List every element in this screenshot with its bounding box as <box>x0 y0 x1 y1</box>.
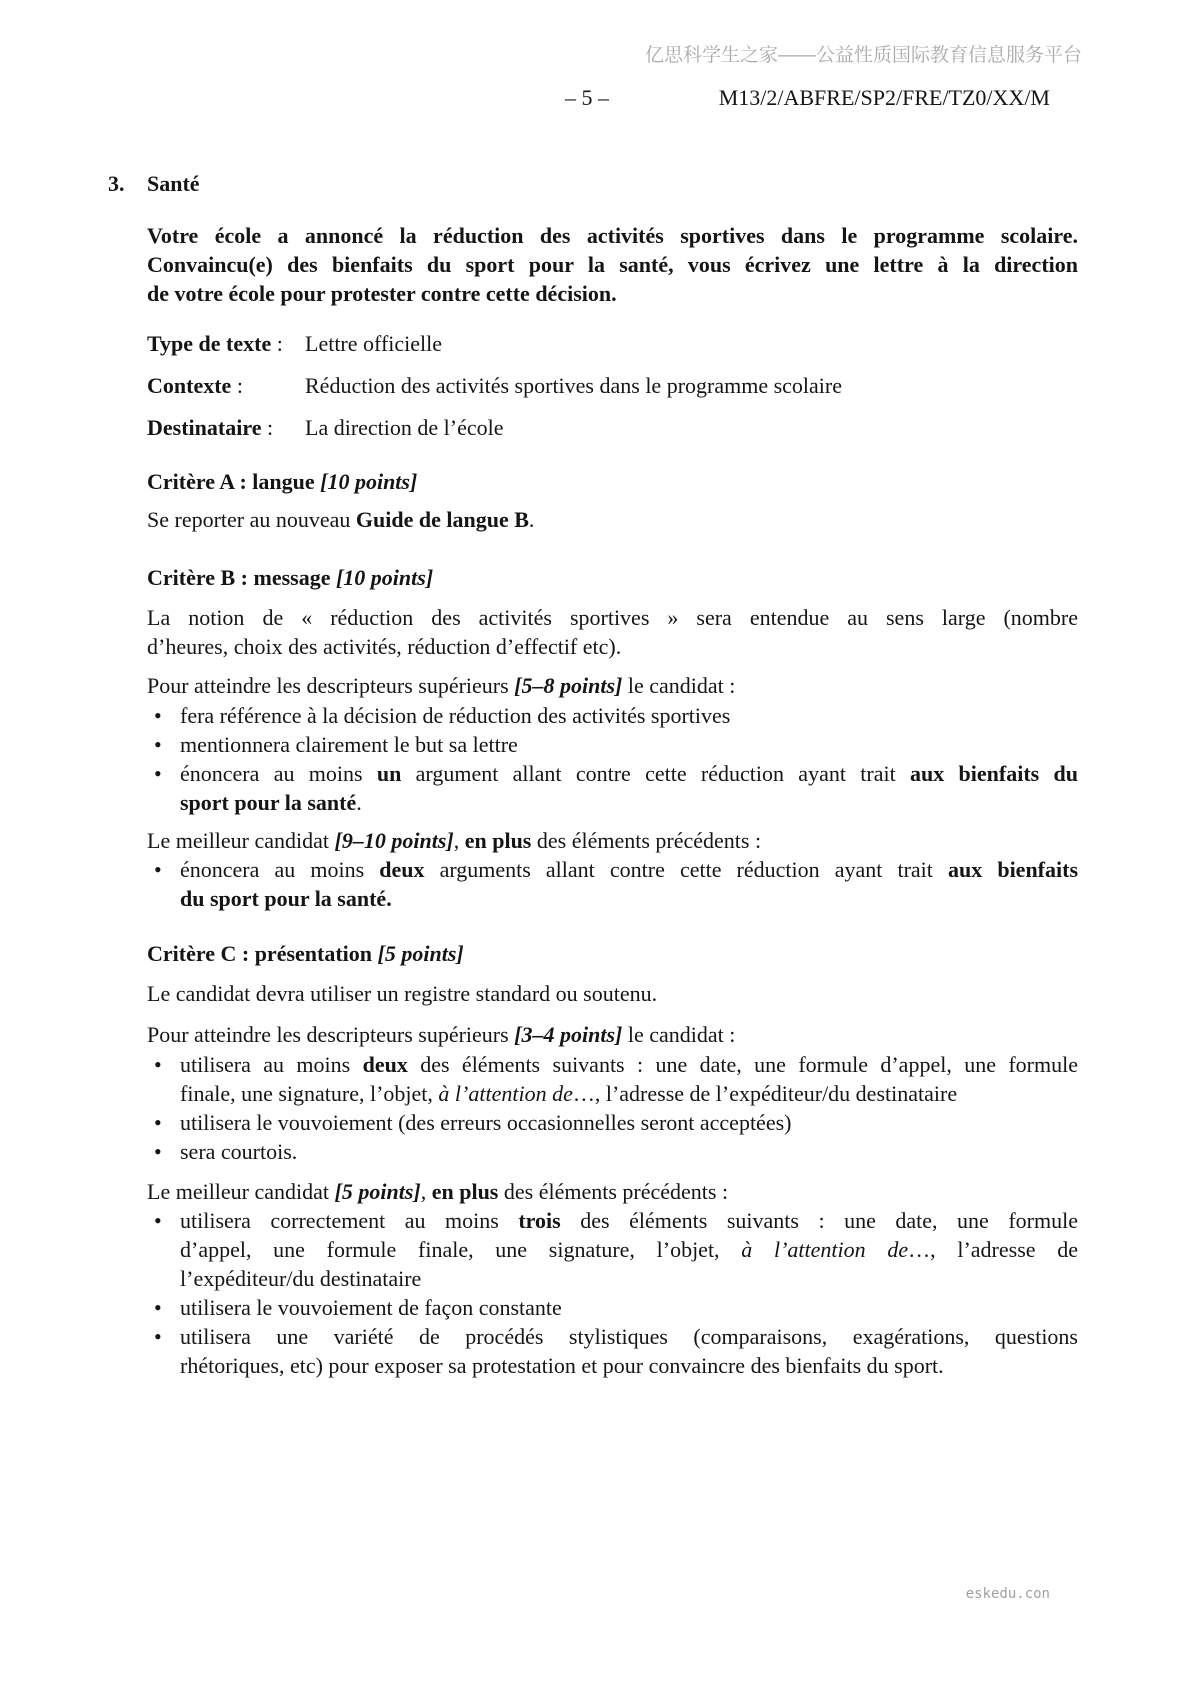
text-line: Pour atteindre les descripteurs supérieurs [5–8 points] le candidat : <box>147 673 736 698</box>
meta-label <box>147 371 305 400</box>
bullet-icon: • <box>154 1324 162 1349</box>
text-line: utilisera correctement au moins trois des éléments suivants : une date, une formule <box>180 1208 1078 1233</box>
meta-label <box>147 413 305 442</box>
criterion-c-upper-intro <box>147 1020 1078 1049</box>
bullet-item <box>147 1050 1078 1108</box>
text-line: énoncera au moins un argument allant contre cette réduction ayant trait aux bienfaits du <box>180 761 1078 786</box>
meta-value: Lettre officielle <box>305 331 443 356</box>
criterion-c-best-bullet-list <box>147 1206 1078 1380</box>
meta-row-type-de-texte <box>147 329 1078 358</box>
text-line: Le candidat devra utiliser un registre standard ou soutenu. <box>147 981 658 1006</box>
bullet-item <box>147 855 1078 913</box>
text-line: mentionnera clairement le but sa lettre <box>180 732 518 757</box>
bullet-icon: • <box>154 1052 162 1077</box>
text-line: utilisera le vouvoiement de façon constante <box>180 1295 562 1320</box>
bullet-item <box>147 730 1078 759</box>
bullet-text <box>180 1050 1078 1108</box>
text-line: Critère A : langue [10 points] <box>147 469 418 494</box>
bullet-icon: • <box>154 703 162 728</box>
bullet-text <box>180 1108 1078 1137</box>
meta-value: Réduction des activités sportives dans le programme scolaire <box>305 373 843 398</box>
criterion-c-best-intro <box>147 1177 1078 1206</box>
meta-colon: : <box>231 373 243 398</box>
meta-label <box>147 329 305 358</box>
bullet-text <box>180 1322 1078 1380</box>
meta-row-contexte <box>147 371 1078 400</box>
criterion-b-best-intro <box>147 826 1078 855</box>
text-line: utilisera une variété de procédés stylistiques (comparaisons, exagérations, questions <box>180 1324 1078 1349</box>
text-line: Critère C : présentation [5 points] <box>147 941 464 966</box>
bullet-text <box>180 1293 1078 1322</box>
text-line: Pour atteindre les descripteurs supérieurs [3–4 points] le candidat : <box>147 1022 736 1047</box>
text-line: Le meilleur candidat [5 points], en plus des éléments précédents : <box>147 1179 729 1204</box>
page-number: – 5 – <box>565 85 609 110</box>
text-line: d’appel, une formule finale, une signature, l’objet, à l’attention de…, l’adresse de <box>180 1237 1078 1262</box>
bullet-icon: • <box>154 732 162 757</box>
text-line: énoncera au moins deux arguments allant contre cette réduction ayant trait aux bienfaits <box>180 857 1079 882</box>
criterion-b-heading <box>147 563 1078 592</box>
text-line: utilisera le vouvoiement (des erreurs occasionnelles seront acceptées) <box>180 1110 792 1135</box>
task-prompt <box>147 221 1078 308</box>
meta-label-text: Type de texte <box>147 331 272 356</box>
criterion-b-scope-note <box>147 603 1078 661</box>
bullet-text <box>180 701 1078 730</box>
criterion-b-upper-bullet-list <box>147 701 1078 817</box>
paper-code: M13/2/ABFRE/SP2/FRE/TZ0/XX/M <box>718 85 1050 110</box>
bullet-text <box>180 855 1078 913</box>
text-line: Critère B : message [10 points] <box>147 565 434 590</box>
bullet-text <box>180 759 1078 817</box>
criterion-b-best-bullet-list <box>147 855 1078 913</box>
bullet-icon: • <box>154 1110 162 1135</box>
criterion-a-note <box>147 505 1078 534</box>
header-watermark: 亿思科学生之家——公益性质国际教育信息服务平台 <box>644 45 1082 66</box>
text-line: sera courtois. <box>180 1139 298 1164</box>
bullet-item <box>147 701 1078 730</box>
text-line: l’expéditeur/du destinataire <box>180 1266 422 1291</box>
meta-label-text: Destinataire <box>147 415 262 440</box>
question-title: Santé <box>147 171 200 196</box>
text-line: de votre école pour protester contre cette décision. <box>147 281 617 306</box>
bullet-item <box>147 1322 1078 1380</box>
bullet-item <box>147 1206 1078 1293</box>
bullet-icon: • <box>154 857 162 882</box>
meta-colon: : <box>261 415 274 440</box>
text-line: sport pour la santé. <box>180 790 362 815</box>
question-number: 3. <box>108 171 125 196</box>
footer-watermark: eskedu.con <box>965 1586 1050 1602</box>
bullet-icon: • <box>154 1208 162 1233</box>
question-body <box>147 221 1078 1380</box>
text-line: d’heures, choix des activités, réduction d’effectif etc). <box>147 634 622 659</box>
task-meta <box>147 329 1078 442</box>
bullet-text <box>180 1137 1078 1166</box>
question-header <box>108 169 1078 198</box>
bullet-item <box>147 759 1078 817</box>
bullet-item <box>147 1137 1078 1166</box>
text-line: utilisera au moins deux des éléments suivants : une date, une formule d’appel, une formule <box>180 1052 1078 1077</box>
question-block <box>108 169 1078 1380</box>
criterion-a-heading <box>147 467 1078 496</box>
meta-row-destinataire <box>147 413 1078 442</box>
text-line: La notion de « réduction des activités sportives » sera entendue au sens large (nombre <box>147 605 1078 630</box>
meta-value: La direction de l’école <box>305 415 504 440</box>
bullet-icon: • <box>154 761 162 786</box>
text-line: Convaincu(e) des bienfaits du sport pour la santé, vous écrivez une lettre à la direction <box>147 252 1078 277</box>
text-line: du sport pour la santé. <box>180 886 392 911</box>
criterion-c-register-note <box>147 979 1078 1008</box>
text-line: Se reporter au nouveau Guide de langue B. <box>147 507 535 532</box>
meta-label-text: Contexte <box>147 373 232 398</box>
bullet-icon: • <box>154 1295 162 1320</box>
criterion-c-upper-bullet-list <box>147 1050 1078 1166</box>
text-line: rhétoriques, etc) pour exposer sa protestation et pour convaincre des bienfaits du sport. <box>180 1353 944 1378</box>
text-line: finale, une signature, l’objet, à l’attention de…, l’adresse de l’expéditeur/du destinataire <box>180 1081 958 1106</box>
text-line: Le meilleur candidat [9–10 points], en plus des éléments précédents : <box>147 828 762 853</box>
criterion-c-heading <box>147 939 1078 968</box>
criterion-b-upper-intro <box>147 671 1078 700</box>
bullet-text <box>180 730 1078 759</box>
meta-colon: : <box>271 331 283 356</box>
text-line: fera référence à la décision de réduction des activités sportives <box>180 703 731 728</box>
text-line: Votre école a annoncé la réduction des activités sportives dans le programme scolaire. <box>147 223 1078 248</box>
bullet-text <box>180 1206 1078 1293</box>
bullet-item <box>147 1108 1078 1137</box>
bullet-item <box>147 1293 1078 1322</box>
bullet-icon: • <box>154 1139 162 1164</box>
